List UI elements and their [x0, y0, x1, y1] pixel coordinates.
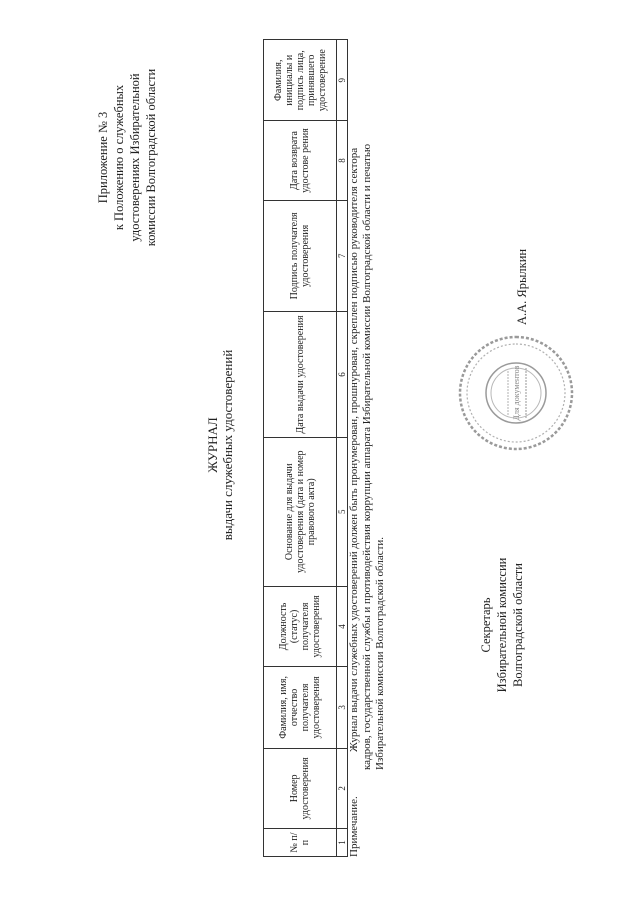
seal-inner-text: Для документов — [512, 365, 521, 421]
title-main: ЖУРНАЛ — [205, 417, 220, 473]
appendix-header — [95, 50, 159, 265]
appendix-line-2: к Положению о служебных — [112, 84, 126, 231]
number-cell: 3 — [337, 667, 348, 748]
header-row — [264, 40, 337, 857]
official-seal — [456, 333, 581, 453]
number-cell: 2 — [337, 748, 348, 829]
number-cell: 7 — [337, 200, 348, 312]
note-label: Примечание. — [348, 796, 360, 857]
signature-name: А.А. Ярылкин — [515, 248, 529, 325]
number-cell: 9 — [337, 40, 348, 121]
appendix-line-4: комиссии Волгоградской области — [144, 68, 158, 247]
seal-graphic — [456, 333, 576, 453]
journal-title — [205, 235, 235, 655]
header-cell: Подпись получателя удостоверения — [264, 200, 337, 312]
number-cell: 6 — [337, 312, 348, 438]
appendix-line-1: Приложение № 3 — [96, 111, 110, 204]
number-cell: 8 — [337, 121, 348, 200]
signature-line-2: Избирательной комиссии — [495, 557, 509, 693]
header-cell: Дата выдачи удостоверения — [264, 312, 337, 438]
number-cell: 1 — [337, 829, 348, 857]
signature-title — [478, 535, 526, 715]
number-cell: 5 — [337, 437, 348, 586]
header-cell: Фамилия, инициалы и подпись лица, принявшего удостоверение — [264, 40, 337, 121]
appendix-line-3: удостоверениях Избирательной — [128, 73, 142, 242]
signature-line-3: Волгоградской области — [511, 563, 525, 687]
header-cell: Основание для выдачи удостоверения (дата и номер правового акта) — [264, 437, 337, 586]
header-cell: Фамилия, имя, отчество получателя удостоверения — [264, 667, 337, 748]
signature-line-1: Секретарь — [479, 597, 493, 653]
header-cell: Номер удостоверения — [264, 748, 337, 829]
journal-table — [263, 39, 348, 857]
header-cell: Должность (статус) получателя удостоверения — [264, 586, 337, 667]
header-cell: № п/п — [264, 829, 337, 857]
note-text: Журнал выдачи служебных удостоверений должен быть пронумерован, прошнурован, скреплен подписью руководителя сектора кадров, государственной службы и противодействия коррупции аппарата Избирательной комиссии Волгоградской области и печатью Избирательной комиссии Волгоградской области. — [348, 143, 386, 770]
number-row — [337, 40, 348, 857]
number-cell: 4 — [337, 586, 348, 667]
header-cell: Дата возврата удостове рения — [264, 121, 337, 200]
title-sub: выдачи служебных удостоверений — [220, 349, 235, 541]
